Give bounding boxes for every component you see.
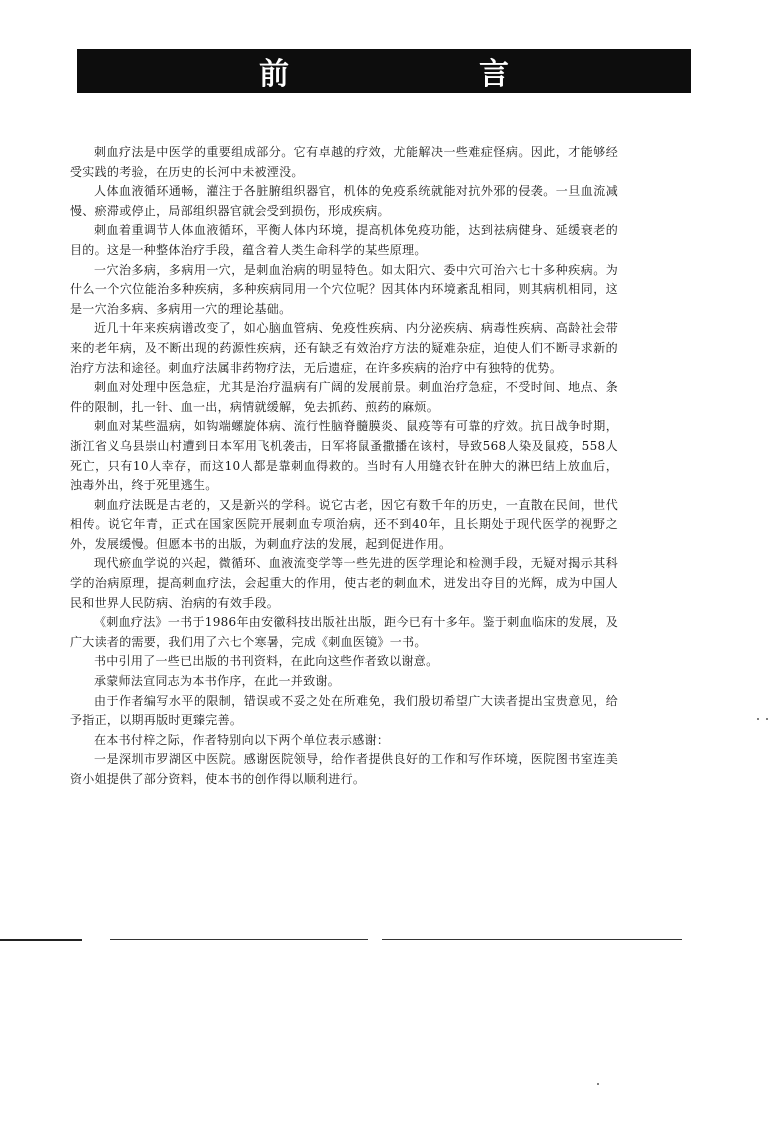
paragraph: 刺血对某些温病，如钩端螺旋体病、流行性脑脊髓膜炎、鼠疫等有可靠的疗效。抗日战争时期，浙江省义乌县崇山村遭到日本军用飞机袭击，日军将鼠蚤撒播在该村，导致568人染及鼠疫，558人死亡，只有10人幸存，而这10人都是靠刺血得救的。当时有人用缝衣针在肿大的淋巴结上放血后，浊毒外出，终于死里逃生。 <box>70 419 618 493</box>
page-title: 前 言 <box>259 57 589 92</box>
scan-speck <box>766 718 768 720</box>
paragraph: 现代瘀血学说的兴起，微循环、血液流变学等一些先进的医学理论和检测手段，无疑对揭示其科学的治病原理，提高刺血疗法，会起重大的作用，使古老的刺血术，迸发出夺目的光辉，成为中国人民和世界人民防病、治病的有效手段。 <box>70 556 618 610</box>
paragraph: 一是深圳市罗湖区中医院。感谢医院领导，给作者提供良好的工作和写作环境，医院图书室连美资小姐提供了部分资料，使本书的创作得以顺利进行。 <box>70 752 618 786</box>
preface-body <box>70 143 618 790</box>
paragraph: 刺血着重调节人体血液循环，平衡人体内环境，提高机体免疫功能，达到祛病健身、延缓衰老的目的。这是一种整体治疗手段，蕴含着人类生命科学的某些原理。 <box>70 223 618 257</box>
footer-rule-middle <box>110 939 368 940</box>
scan-speck <box>597 1083 599 1085</box>
paragraph: 人体血液循环通畅，灌注于各脏腑组织器官，机体的免疫系统就能对抗外邪的侵袭。一旦血流减慢、瘀滞或停止，局部组织器官就会受到损伤，形成疾病。 <box>70 184 618 218</box>
paragraph: 刺血疗法是中医学的重要组成部分。它有卓越的疗效，尤能解决一些难症怪病。因此，才能够经受实践的考验，在历史的长河中未被湮没。 <box>70 145 618 179</box>
scan-speck <box>757 718 759 720</box>
footer-rule-right <box>382 939 682 940</box>
paragraph: 一穴治多病，多病用一穴，是刺血治病的明显特色。如太阳穴、委中穴可治六七十多种疾病。为什么一个穴位能治多种疾病，多种疾病同用一个穴位呢？因其体内环境紊乱相同，则其病机相同，这是一穴治多病、多病用一穴的理论基础。 <box>70 262 618 316</box>
paragraph: 刺血疗法既是古老的，又是新兴的学科。说它古老，因它有数千年的历史，一直散在民间，世代相传。说它年青，正式在国家医院开展刺血专项治病，还不到40年，且长期处于现代医学的视野之外，发展缓慢。但愿本书的出版，为刺血疗法的发展，起到促进作用。 <box>70 497 618 551</box>
footer-rule-left <box>0 939 82 941</box>
preface-title-bar <box>77 49 691 93</box>
paragraph: 刺血对处理中医急症，尤其是治疗温病有广阔的发展前景。刺血治疗急症，不受时间、地点、条件的限制，扎一针、血一出，病情就缓解，免去抓药、煎药的麻烦。 <box>70 380 618 414</box>
paragraph: 承蒙师法宣同志为本书作序，在此一并致谢。 <box>94 674 341 689</box>
paragraph: 近几十年来疾病谱改变了，如心脑血管病、免疫性疾病、内分泌疾病、病毒性疾病、高龄社会带来的老年病，及不断出现的药源性疾病，还有缺乏有效治疗方法的疑难杂症，迫使人们不断寻求新的治疗方法和途径。刺血疗法属非药物疗法，无后遗症，在许多疾病的治疗中有独特的优势。 <box>70 321 618 375</box>
paragraph: 《刺血疗法》一书于1986年由安徽科技出版社出版，距今已有十多年。鉴于刺血临床的发展，及广大读者的需要，我们用了六七个寒暑，完成《刺血医镜》一书。 <box>70 615 618 649</box>
paragraph: 由于作者编写水平的限制，错误或不妥之处在所难免，我们殷切希望广大读者提出宝贵意见，给予指正，以期再版时更臻完善。 <box>70 693 618 728</box>
paragraph: 书中引用了一些已出版的书刊资料，在此向这些作者致以谢意。 <box>94 654 439 669</box>
paragraph: 在本书付梓之际，作者特别向以下两个单位表示感谢： <box>94 732 390 747</box>
